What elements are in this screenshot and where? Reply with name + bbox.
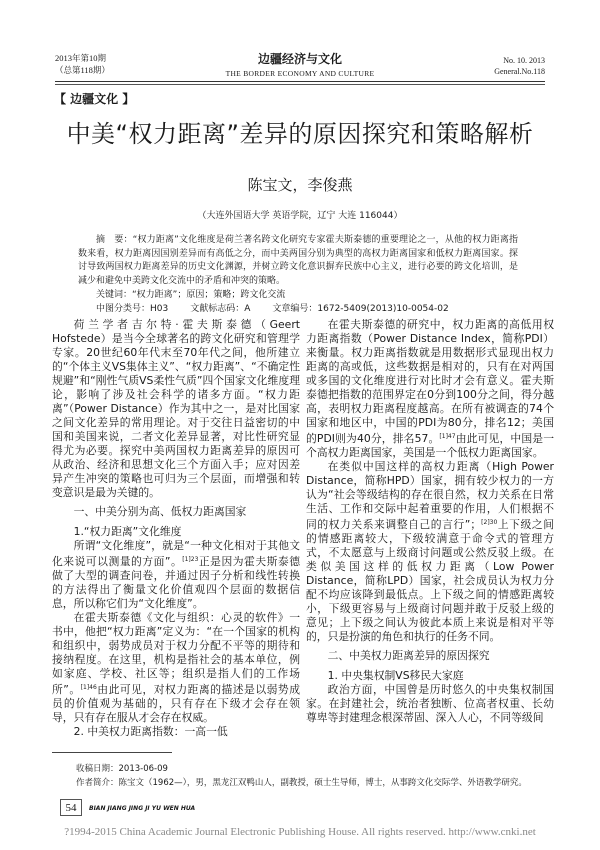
footnotes [76,762,527,790]
issue-number: 2013年第10期 [55,53,107,63]
citation: [1]23 [182,556,199,563]
page-number: 54 [60,799,82,816]
authors: 陈宝文，李俊燕 [247,176,353,194]
author-bio: 作者简介：陈宝文（1962—），男，黑龙江双鸭山人，副教授，硕士生导师，博士，从事跨文化交际学、外语教学研究。 [76,778,527,788]
header-rule [55,81,545,85]
section-heading: 二、中美权力距离差异的原因探究 [327,649,490,662]
abstract [78,234,518,288]
citation: [2]30 [481,519,498,526]
affiliation: （大连外国语大学 英语学院，辽宁 大连 116044） [197,211,403,221]
section-tag: 【 边疆文化 】 [54,92,135,106]
issue-no: No. 10. 2013 [503,56,545,65]
paragraph: 在类似中国这样的高权力距离（High Power Distance，简称HPD）国家，拥有较少权力的一方认为“社会等级结构的存在很自然，权力关系在日常生活、工作和交际中起着重要的作用，人们根据不同的权力关系来调整自己的言行”；$^{[2]30}$上下级之间的情感距离较大，下级较满意于命令式的管理方式，不太愿意与上级商讨问题或公然反驳上级。在类似美国这样的低权力距离（Low Power Distance，简称LPD）国家，社会成员认为权力分配不均应该降到最低点。上下级之间的情感距离较小，下级更容易与上级商讨问题并敢于反驳上级的意见；上下级之间认为彼此本质上来说是相对平等的，只是扮演的角色和执行的任务不同。 [306,460,554,643]
classification-number: 中图分类号：H03 [96,304,169,314]
citation: [1]46 [80,684,97,691]
paragraph: 荷兰学者吉尔特·霍夫斯泰德（Geert Hofstede）是当今全球著名的跨文化研究和管理学专家。20世纪60年代末至70年代之间，他所建立的“个体主义VS集体主义”、“权力距离”、“不确定性规避”和“刚性气质VS柔性气质”四个国家文化维度理论，影响了涉及社会科学的诸多方面。“权力距离”（Power Distance）作为其中之一，是对比国家之间文化差异的常用理论。对于交往日益密切的中国和美国来说，二者文化差异显著，对比性研究显得尤为必要。探究中美两国权力距离差异的原因可从政治、经济和思想文化三个方面入手；应对因差异产生冲突的策略也可归为三个层面，而增强和转变意识是最为关键的。 [52,318,300,499]
abstract-text: 摘 要：“权力距离”文化维度是荷兰著名跨文化研究专家霍夫斯泰德的重要理论之一，从他的权力距离指数来看，权力距离因国别差异而有高低之分，而中美两国分别为典型的高权力距离国家和低权力距离国家。探讨导致两国权力距离差异的历史文化渊源，并树立跨文化意识摒弃民族中心主义，进行必要的跨文化培训，是减少和避免中美跨文化交流中的矛盾和冲突的策略。 [78,235,518,286]
citation: [1]47 [439,433,456,440]
footnote-rule [52,752,172,753]
journal-name-en: THE BORDER ECONOMY AND CULTURE [225,69,375,78]
received-date: 收稿日期：2013-06-09 [76,764,168,774]
document-code: 文献标志码：A [190,304,251,314]
article-meta [96,288,471,316]
article-number: 文章编号：1672-5409(2013)10-0054-02 [272,304,449,314]
subsection-heading: 1.“权力距离”文化维度 [73,525,182,538]
paragraph: 政治方面，中国曾是历时悠久的中央集权制国家。在封建社会，统治者独断、位高者权重、长幼尊卑等封建理念根深蒂固、深入人心，不同等级间 [306,683,554,724]
paragraph: 所谓“文化维度”，就是“一种文化相对于其他文化来说可以测量的方面”。$^{[1]23}$正是因为霍夫斯泰德做了大型的调查问卷，并通过因子分析和线性转换的方法得出了衡量文化价值观四个层面的数据信息，所以称它们为“文化维度”。 [52,539,301,610]
copyright-notice: ?1994-2015 China Academic Journal Electronic Publishing House. All rights reserved. http://www.cnki.net [64,826,536,838]
section-heading: 一、中美分别为高、低权力距离国家 [73,505,247,518]
left-column [52,318,300,739]
general-no: General.No.118 [494,67,545,76]
issue-info-en [494,55,545,77]
subsection-heading: 1. 中央集权制VS移民大家庭 [327,669,464,682]
keywords: 关键词：“权力距离”；原因；策略；跨文化交流 [96,290,286,300]
total-issue: （总第118期） [55,65,110,75]
paragraph: 在霍夫斯泰德《文化与组织：心灵的软件》一书中，他把“权力距离”定义为：“在一个国家的机构和组织中，弱势成员对于权力分配不平等的期待和接纳程度。在这里，机构是指社会的基本单位，例如家庭、学校、社区等；组织是指人们的工作场所”。$^{[1]46}$由此可见，对权力距离的描述是以弱势成员的价值观为基础的，只有存在下级才会存在领导，只有存在服从才会存在权威。 [52,611,301,724]
right-column [306,318,554,725]
journal-pinyin: BIAN JIANG JING JI YU WEN HUA [89,805,196,812]
article-title: 中美“权力距离”差异的原因探究和策略解析 [66,120,534,148]
subsection-heading: 2. 中美权力距离指数：一高一低 [73,725,228,738]
journal-name-cn: 边疆经济与文化 [257,52,342,66]
paragraph: 在霍夫斯泰德的研究中，权力距离的高低用权力距离指数（Power Distance Index，简称PDI）来衡量。权力距离指数就是用数据形式显现出权力距离的高或低，这些数据是相对的，只有在对两国或多国的文化维度进行对比时才会有意义。霍夫斯泰德把指数的范围界定在0分到100分之间，得分越高，表明权力距离程度越高。在所有被调查的74个国家和地区中，中国的PDI为80分，排名12；美国的PDI则为40分，排名57。$^{[1]47}$由此可见，中国是一个高权力距离国家，美国是一个低权力距离国家。 [306,318,554,459]
